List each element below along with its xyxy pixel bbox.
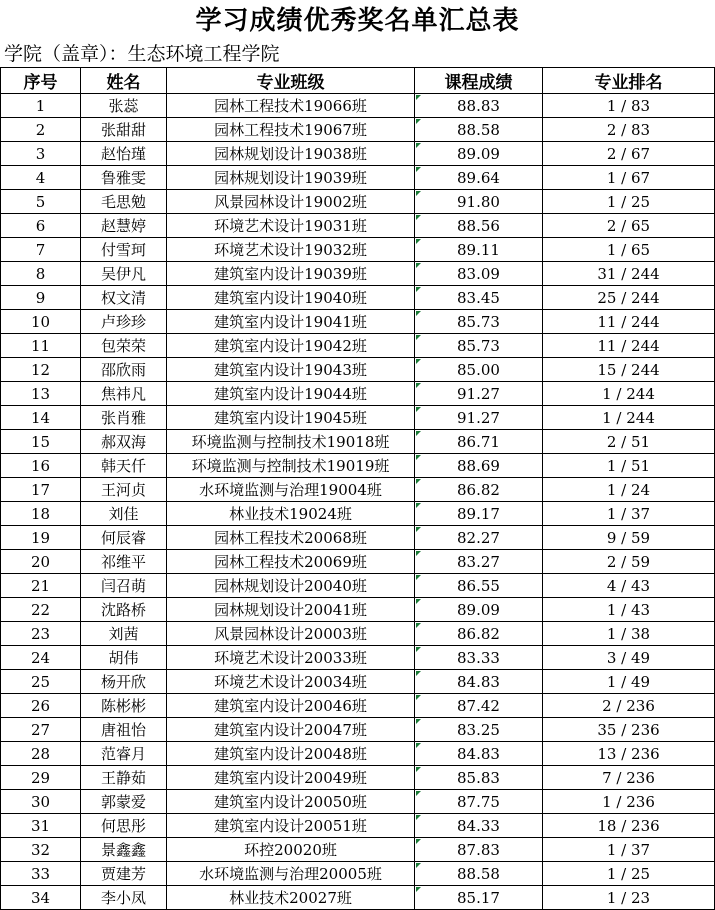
header-rank[interactable]: 专业排名 [543, 68, 715, 94]
cell-score[interactable]: 89.17 [415, 502, 543, 526]
cell-rank[interactable]: 7 / 236 [543, 766, 715, 790]
cell-score[interactable]: 87.42 [415, 694, 543, 718]
cell-rank[interactable]: 13 / 236 [543, 742, 715, 766]
cell-no[interactable]: 3 [1, 142, 81, 166]
table-row [1, 766, 715, 790]
cell-no[interactable]: 31 [1, 814, 81, 838]
cell-no[interactable]: 1 [1, 94, 81, 118]
cell-class[interactable]: 建筑室内设计19039班 [167, 262, 415, 286]
table-row [1, 142, 715, 166]
cell-score[interactable]: 88.58 [415, 862, 543, 886]
cell-name[interactable]: 鲁雅雯 [81, 166, 167, 190]
cell-score[interactable]: 86.55 [415, 574, 543, 598]
cell-name[interactable]: 何辰睿 [81, 526, 167, 550]
cell-rank[interactable]: 1 / 244 [543, 406, 715, 430]
table-row [1, 358, 715, 382]
cell-no[interactable]: 20 [1, 550, 81, 574]
cell-rank[interactable]: 1 / 49 [543, 670, 715, 694]
table-row [1, 238, 715, 262]
table-row [1, 166, 715, 190]
cell-rank[interactable]: 9 / 59 [543, 526, 715, 550]
cell-name[interactable]: 贾建芳 [81, 862, 167, 886]
header-name[interactable]: 姓名 [81, 68, 167, 94]
cell-name[interactable]: 赵怡瑾 [81, 142, 167, 166]
cell-class[interactable]: 建筑室内设计19042班 [167, 334, 415, 358]
header-score[interactable]: 课程成绩 [415, 68, 543, 94]
cell-score[interactable]: 85.73 [415, 334, 543, 358]
cell-class[interactable]: 风景园林设计19002班 [167, 190, 415, 214]
cell-name[interactable]: 赵慧婷 [81, 214, 167, 238]
cell-score[interactable]: 89.64 [415, 166, 543, 190]
cell-score[interactable]: 83.27 [415, 550, 543, 574]
cell-no[interactable]: 21 [1, 574, 81, 598]
cell-rank[interactable]: 1 / 83 [543, 94, 715, 118]
cell-score[interactable]: 83.25 [415, 718, 543, 742]
cell-rank[interactable]: 1 / 65 [543, 238, 715, 262]
cell-rank[interactable]: 1 / 37 [543, 838, 715, 862]
cell-name[interactable]: 何思彤 [81, 814, 167, 838]
cell-class[interactable]: 建筑室内设计20049班 [167, 766, 415, 790]
cell-name[interactable]: 张蕊 [81, 94, 167, 118]
cell-name[interactable]: 王河贞 [81, 478, 167, 502]
cell-rank[interactable]: 11 / 244 [543, 310, 715, 334]
table-row [1, 670, 715, 694]
table-row [1, 550, 715, 574]
cell-score[interactable]: 88.56 [415, 214, 543, 238]
cell-score[interactable]: 87.83 [415, 838, 543, 862]
cell-class[interactable]: 园林工程技术20068班 [167, 526, 415, 550]
cell-no[interactable]: 23 [1, 622, 81, 646]
cell-name[interactable]: 包荣荣 [81, 334, 167, 358]
table-row [1, 190, 715, 214]
cell-rank[interactable]: 1 / 51 [543, 454, 715, 478]
cell-no[interactable]: 9 [1, 286, 81, 310]
cell-no[interactable]: 6 [1, 214, 81, 238]
cell-name[interactable]: 刘茜 [81, 622, 167, 646]
cell-class[interactable]: 水环境监测与治理19004班 [167, 478, 415, 502]
cell-rank[interactable]: 2 / 59 [543, 550, 715, 574]
cell-name[interactable]: 邵欣雨 [81, 358, 167, 382]
cell-no[interactable]: 4 [1, 166, 81, 190]
school-label: 学院（盖章）： [4, 43, 128, 65]
cell-rank[interactable]: 25 / 244 [543, 286, 715, 310]
cell-class[interactable]: 园林规划设计19038班 [167, 142, 415, 166]
cell-rank[interactable]: 1 / 43 [543, 598, 715, 622]
cell-class[interactable]: 园林规划设计20040班 [167, 574, 415, 598]
cell-rank[interactable]: 1 / 38 [543, 622, 715, 646]
cell-score[interactable]: 86.82 [415, 622, 543, 646]
table-row [1, 790, 715, 814]
cell-score[interactable]: 84.83 [415, 742, 543, 766]
cell-rank[interactable]: 1 / 244 [543, 382, 715, 406]
cell-no[interactable]: 10 [1, 310, 81, 334]
cell-rank[interactable]: 3 / 49 [543, 646, 715, 670]
cell-name[interactable]: 李小凤 [81, 886, 167, 910]
cell-class[interactable]: 建筑室内设计20048班 [167, 742, 415, 766]
cell-no[interactable]: 13 [1, 382, 81, 406]
cell-score[interactable]: 91.27 [415, 406, 543, 430]
cell-name[interactable]: 范睿月 [81, 742, 167, 766]
cell-no[interactable]: 32 [1, 838, 81, 862]
table-row [1, 334, 715, 358]
cell-name[interactable]: 焦祎凡 [81, 382, 167, 406]
table-row [1, 718, 715, 742]
cell-no[interactable]: 16 [1, 454, 81, 478]
school-line [4, 42, 280, 67]
table-row [1, 814, 715, 838]
cell-class[interactable]: 环境艺术设计20033班 [167, 646, 415, 670]
cell-name[interactable]: 郝双海 [81, 430, 167, 454]
table-row [1, 214, 715, 238]
table-row [1, 574, 715, 598]
table-row [1, 622, 715, 646]
cell-no[interactable]: 34 [1, 886, 81, 910]
cell-no[interactable]: 28 [1, 742, 81, 766]
cell-name[interactable]: 闫召萌 [81, 574, 167, 598]
cell-class[interactable]: 环境艺术设计19032班 [167, 238, 415, 262]
cell-score[interactable]: 88.69 [415, 454, 543, 478]
cell-name[interactable]: 张甜甜 [81, 118, 167, 142]
header-row [1, 68, 715, 94]
table-body [1, 94, 715, 910]
table-row [1, 526, 715, 550]
cell-class[interactable]: 环控20020班 [167, 838, 415, 862]
table-row [1, 862, 715, 886]
cell-class[interactable]: 园林工程技术20069班 [167, 550, 415, 574]
cell-class[interactable]: 环境艺术设计19031班 [167, 214, 415, 238]
cell-class[interactable]: 建筑室内设计19045班 [167, 406, 415, 430]
cell-class[interactable]: 建筑室内设计20046班 [167, 694, 415, 718]
cell-name[interactable]: 卢珍珍 [81, 310, 167, 334]
cell-class[interactable]: 建筑室内设计20047班 [167, 718, 415, 742]
cell-name[interactable]: 杨开欣 [81, 670, 167, 694]
cell-score[interactable]: 86.82 [415, 478, 543, 502]
cell-rank[interactable]: 2 / 51 [543, 430, 715, 454]
table-row [1, 454, 715, 478]
cell-no[interactable]: 27 [1, 718, 81, 742]
cell-no[interactable]: 12 [1, 358, 81, 382]
cell-rank[interactable]: 15 / 244 [543, 358, 715, 382]
cell-class[interactable]: 环境监测与控制技术19019班 [167, 454, 415, 478]
cell-name[interactable]: 吴伊凡 [81, 262, 167, 286]
cell-class[interactable]: 风景园林设计20003班 [167, 622, 415, 646]
cell-class[interactable]: 建筑室内设计20051班 [167, 814, 415, 838]
table-row [1, 382, 715, 406]
cell-class[interactable]: 建筑室内设计19040班 [167, 286, 415, 310]
cell-name[interactable]: 沈路桥 [81, 598, 167, 622]
cell-rank[interactable]: 2 / 65 [543, 214, 715, 238]
cell-class[interactable]: 林业技术19024班 [167, 502, 415, 526]
cell-no[interactable]: 26 [1, 694, 81, 718]
table-row [1, 886, 715, 910]
cell-score[interactable]: 87.75 [415, 790, 543, 814]
cell-score[interactable]: 83.33 [415, 646, 543, 670]
cell-class[interactable]: 环境艺术设计20034班 [167, 670, 415, 694]
cell-class[interactable]: 园林规划设计19039班 [167, 166, 415, 190]
cell-rank[interactable]: 1 / 25 [543, 190, 715, 214]
cell-no[interactable]: 19 [1, 526, 81, 550]
cell-score[interactable]: 84.33 [415, 814, 543, 838]
cell-rank[interactable]: 1 / 236 [543, 790, 715, 814]
cell-class[interactable]: 水环境监测与治理20005班 [167, 862, 415, 886]
cell-class[interactable]: 园林规划设计20041班 [167, 598, 415, 622]
cell-score[interactable]: 89.09 [415, 598, 543, 622]
header-class[interactable]: 专业班级 [167, 68, 415, 94]
cell-rank[interactable]: 1 / 37 [543, 502, 715, 526]
cell-no[interactable]: 7 [1, 238, 81, 262]
cell-no[interactable]: 25 [1, 670, 81, 694]
cell-score[interactable]: 88.83 [415, 94, 543, 118]
cell-name[interactable]: 刘佳 [81, 502, 167, 526]
table-row [1, 118, 715, 142]
table-row [1, 502, 715, 526]
table-row [1, 838, 715, 862]
cell-class[interactable]: 建筑室内设计19043班 [167, 358, 415, 382]
cell-name[interactable]: 祁维平 [81, 550, 167, 574]
cell-no[interactable]: 17 [1, 478, 81, 502]
cell-name[interactable]: 唐祖怡 [81, 718, 167, 742]
cell-no[interactable]: 8 [1, 262, 81, 286]
cell-rank[interactable]: 35 / 236 [543, 718, 715, 742]
cell-score[interactable]: 89.09 [415, 142, 543, 166]
cell-rank[interactable]: 2 / 236 [543, 694, 715, 718]
cell-no[interactable]: 33 [1, 862, 81, 886]
table-row [1, 406, 715, 430]
table-row [1, 742, 715, 766]
cell-no[interactable]: 29 [1, 766, 81, 790]
table-row [1, 478, 715, 502]
cell-rank[interactable]: 4 / 43 [543, 574, 715, 598]
cell-score[interactable]: 82.27 [415, 526, 543, 550]
cell-score[interactable]: 85.73 [415, 310, 543, 334]
table-row [1, 598, 715, 622]
cell-name[interactable]: 陈彬彬 [81, 694, 167, 718]
cell-rank[interactable]: 11 / 244 [543, 334, 715, 358]
award-table [0, 67, 715, 910]
cell-name[interactable]: 王静茹 [81, 766, 167, 790]
cell-no[interactable]: 14 [1, 406, 81, 430]
cell-rank[interactable]: 1 / 67 [543, 166, 715, 190]
cell-class[interactable]: 环境监测与控制技术19018班 [167, 430, 415, 454]
cell-score[interactable]: 84.83 [415, 670, 543, 694]
cell-class[interactable]: 建筑室内设计19041班 [167, 310, 415, 334]
cell-no[interactable]: 11 [1, 334, 81, 358]
cell-score[interactable]: 89.11 [415, 238, 543, 262]
cell-no[interactable]: 18 [1, 502, 81, 526]
cell-no[interactable]: 30 [1, 790, 81, 814]
cell-name[interactable]: 毛思勉 [81, 190, 167, 214]
cell-no[interactable]: 15 [1, 430, 81, 454]
table-row [1, 262, 715, 286]
cell-score[interactable]: 85.00 [415, 358, 543, 382]
table-row [1, 286, 715, 310]
cell-name[interactable]: 胡伟 [81, 646, 167, 670]
cell-no[interactable]: 2 [1, 118, 81, 142]
cell-score[interactable]: 85.17 [415, 886, 543, 910]
cell-score[interactable]: 91.27 [415, 382, 543, 406]
cell-no[interactable]: 5 [1, 190, 81, 214]
table-row [1, 94, 715, 118]
cell-class[interactable]: 园林工程技术19066班 [167, 94, 415, 118]
cell-rank[interactable]: 1 / 24 [543, 478, 715, 502]
school-name: 生态环境工程学院 [127, 43, 280, 65]
table-row [1, 646, 715, 670]
table-row [1, 430, 715, 454]
table-row [1, 694, 715, 718]
cell-score[interactable]: 88.58 [415, 118, 543, 142]
cell-name[interactable]: 张肖雅 [81, 406, 167, 430]
cell-name[interactable]: 权文清 [81, 286, 167, 310]
cell-rank[interactable]: 2 / 83 [543, 118, 715, 142]
page-title: 学习成绩优秀奖名单汇总表 [195, 6, 520, 36]
cell-score[interactable]: 83.45 [415, 286, 543, 310]
cell-score[interactable]: 83.09 [415, 262, 543, 286]
cell-score[interactable]: 91.80 [415, 190, 543, 214]
cell-name[interactable]: 付雪珂 [81, 238, 167, 262]
cell-name[interactable]: 韩天仟 [81, 454, 167, 478]
cell-rank[interactable]: 1 / 23 [543, 886, 715, 910]
cell-no[interactable]: 22 [1, 598, 81, 622]
header-no[interactable]: 序号 [1, 68, 81, 94]
cell-class[interactable]: 建筑室内设计20050班 [167, 790, 415, 814]
cell-class[interactable]: 建筑室内设计19044班 [167, 382, 415, 406]
cell-rank[interactable]: 1 / 25 [543, 862, 715, 886]
cell-name[interactable]: 郭蒙爱 [81, 790, 167, 814]
cell-class[interactable]: 园林工程技术19067班 [167, 118, 415, 142]
cell-score[interactable]: 85.83 [415, 766, 543, 790]
cell-rank[interactable]: 31 / 244 [543, 262, 715, 286]
cell-class[interactable]: 林业技术20027班 [167, 886, 415, 910]
table-row [1, 310, 715, 334]
cell-rank[interactable]: 18 / 236 [543, 814, 715, 838]
cell-rank[interactable]: 2 / 67 [543, 142, 715, 166]
cell-no[interactable]: 24 [1, 646, 81, 670]
cell-score[interactable]: 86.71 [415, 430, 543, 454]
cell-name[interactable]: 景鑫鑫 [81, 838, 167, 862]
